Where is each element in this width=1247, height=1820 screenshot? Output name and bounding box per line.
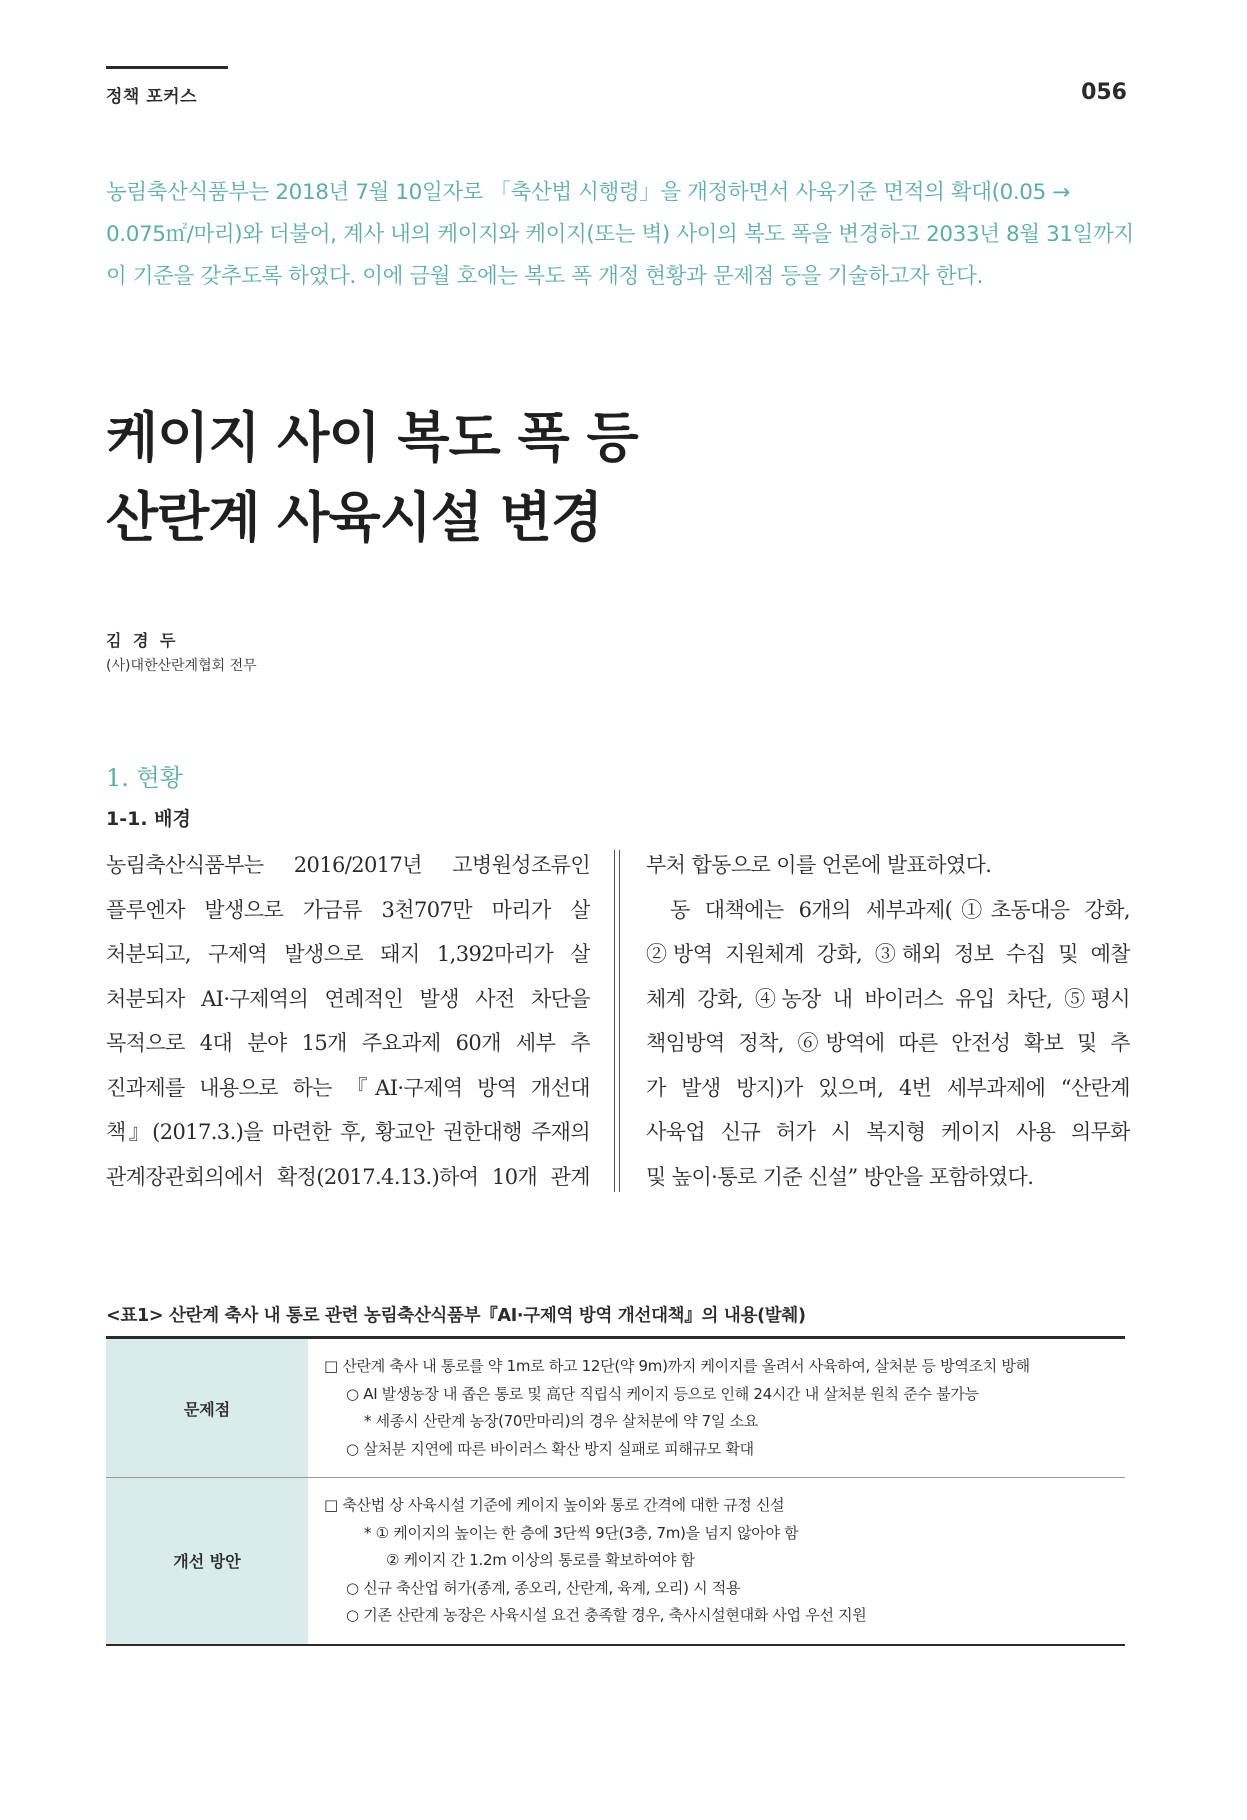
- table-line: ② 케이지 간 1.2m 이상의 통로를 확보하여야 함: [386, 1551, 695, 1569]
- body-line: 동 대책에는 6개의 세부과제(①초동대응 강화,: [670, 897, 1130, 922]
- article-title: [106, 398, 638, 558]
- row-content: [308, 1478, 1125, 1644]
- lead-line: 이 기준을 갖추도록 하였다. 이에 금월 호에는 복도 폭 개정 현황과 문제점 등을 기술하고자 한다.: [106, 264, 983, 289]
- table-line: * 세종시 산란계 농장(70만마리)의 경우 살처분에 약 7일 소요: [364, 1412, 758, 1430]
- body-line: 관계장관회의에서 확정(2017.4.13.)하여 10개 관계: [106, 1164, 590, 1189]
- lead-line: 0.075㎡/마리)와 더불어, 계사 내의 케이지와 케이지(또는 벽) 사이의 복도 폭을 변경하고 2033년 8월 31일까지: [106, 222, 1134, 247]
- section-subheading: 1-1. 배경: [106, 808, 191, 830]
- lead-paragraph: [106, 172, 1134, 298]
- body-column-left: [106, 843, 590, 1199]
- policy-table: [106, 1336, 1125, 1646]
- table-line: ○ AI 발생농장 내 좁은 통로 및 高단 직립식 케이지 등으로 인해 24시간 내 살처분 원칙 준수 불가능: [346, 1384, 979, 1403]
- table-line: □ 축산법 상 사육시설 기준에 케이지 높이와 통로 간격에 대한 규정 신설: [324, 1496, 785, 1514]
- table-row: [106, 1339, 1125, 1477]
- body-line: 목적으로 4대 분야 15개 주요과제 60개 세부 추: [106, 1031, 590, 1055]
- body-line: 처분되고, 구제역 발생으로 돼지 1,392마리가 살: [106, 942, 590, 966]
- body-line: 진과제를 내용으로 하는 『AI·구제역 방역 개선대: [106, 1075, 590, 1100]
- body-line: 처분되자 AI·구제역의 연례적인 발생 사전 차단을: [106, 986, 590, 1011]
- body-line: 책』(2017.3.)을 마련한 후, 황교안 권한대행 주재의: [106, 1120, 590, 1144]
- column-divider: [614, 850, 620, 1192]
- body-line: 및 높이·통로 기준 신설” 방안을 포함하였다.: [646, 1164, 1034, 1189]
- title-line: 케이지 사이 복도 폭 등: [106, 406, 638, 469]
- row-header: 문제점: [106, 1339, 308, 1477]
- section-label: 정책 포커스: [106, 87, 198, 107]
- table-line: ○ 신규 축산업 허가(종계, 종오리, 산란계, 육계, 오리) 시 적용: [346, 1578, 741, 1597]
- row-content: [308, 1339, 1125, 1477]
- title-line: 산란계 사육시설 변경: [106, 486, 603, 549]
- table-row: [106, 1477, 1125, 1644]
- table-line: □ 산란계 축사 내 통로를 약 1m로 하고 12단(약 9m)까지 케이지를 올려서 사육하여, 살처분 등 방역조치 방해: [324, 1357, 1030, 1375]
- body-line: 사육업 신규 허가 시 복지형 케이지 사용 의무화: [646, 1120, 1130, 1144]
- body-line: 책임방역 정착, ⑥방역에 따른 안전성 확보 및 추: [646, 1031, 1130, 1055]
- page-number: 056: [1081, 80, 1127, 105]
- table-caption: <표1> 산란계 축사 내 통로 관련 농림축산식품부『AI·구제역 방역 개선대책』의 내용(발췌): [106, 1306, 806, 1326]
- lead-line: 농림축산식품부는 2018년 7월 10일자로 「축산법 시행령」을 개정하면서 사육기준 면적의 확대(0.05 →: [106, 180, 1070, 205]
- table-line: * ① 케이지의 높이는 한 층에 3단씩 9단(3층, 7m)을 넘지 않아야 함: [364, 1523, 799, 1542]
- author-name: 김 경 두: [106, 631, 179, 650]
- table-line: ○ 기존 산란계 농장은 사육시설 요건 충족할 경우, 축사시설현대화 사업 우선 지원: [346, 1606, 867, 1624]
- author-affiliation: (사)대한산란계협회 전무: [106, 658, 257, 674]
- body-line: 가 발생 방지)가 있으며, 4번 세부과제에 “산란계: [646, 1075, 1130, 1100]
- body-line: 플루엔자 발생으로 가금류 3천707만 마리가 살: [106, 897, 590, 922]
- body-line: ②방역 지원체계 강화, ③해외 정보 수집 및 예찰: [646, 942, 1130, 966]
- header-rule: [106, 66, 228, 69]
- body-line: 부처 합동으로 이를 언론에 발표하였다.: [646, 853, 992, 877]
- section-heading: 1. 현황: [106, 764, 183, 792]
- body-column-right: [646, 843, 1130, 1199]
- body-line: 체계 강화, ④농장 내 바이러스 유입 차단, ⑤평시: [646, 986, 1130, 1011]
- body-line: 농림축산식품부는 2016/2017년 고병원성조류인: [106, 853, 590, 877]
- row-header: 개선 방안: [106, 1478, 308, 1644]
- table-line: ○ 살처분 지연에 따른 바이러스 확산 방지 실패로 피해규모 확대: [346, 1439, 754, 1458]
